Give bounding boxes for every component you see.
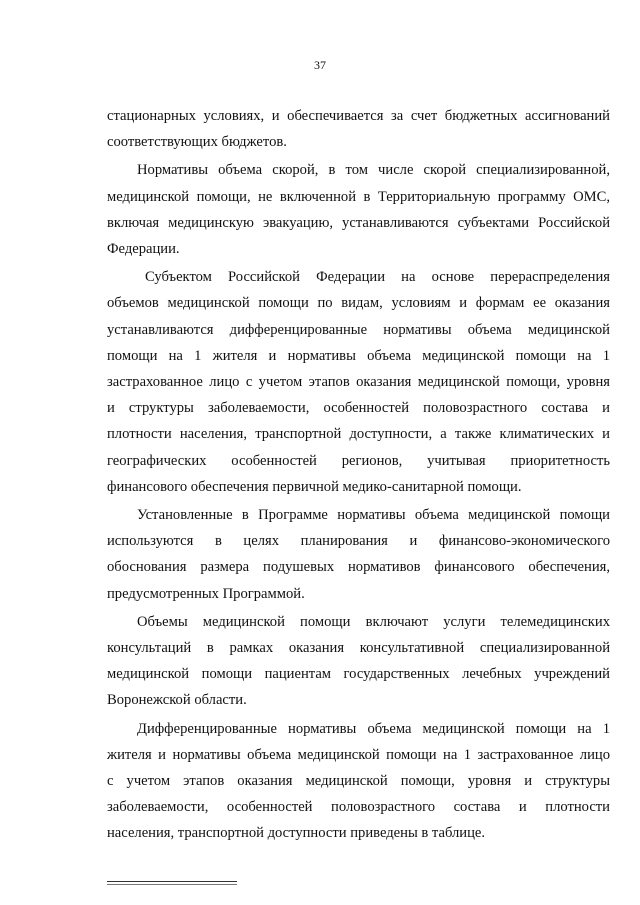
paragraph-ambulance-norms [107, 157, 610, 262]
text-line: географических особенностей регионов, учитывая приоритетность [107, 452, 610, 469]
text-line: и структуры заболеваемости, особенностей половозрастного состава и [107, 400, 610, 417]
text-line: консультаций в рамках оказания консультативной специализированной [107, 640, 610, 657]
text-line: помощи на 1 жителя и нормативы объема медицинской помощи на 1 [107, 347, 610, 364]
text-line: Установленные в Программе нормативы объема медицинской помощи [137, 507, 610, 524]
text-line: Нормативы объема скорой, в том числе скорой специализированной, [137, 162, 610, 179]
paragraph-telemedicine [107, 609, 610, 714]
page-number: 37 [314, 58, 326, 72]
text-line: Субъектом Российской Федерации на основе перераспределения [145, 269, 610, 286]
text-line: заболеваемости, особенностей половозрастного состава и плотности [107, 799, 610, 816]
text-line: предусмотренных Программой. [107, 585, 305, 602]
text-line: жителя и нормативы объема медицинской помощи на 1 застрахованное лицо [107, 746, 610, 763]
text-line: населения, транспортной доступности приведены в таблице. [107, 825, 486, 842]
text-line: обоснования размера подушевых нормативов финансового обеспечения, [107, 559, 610, 576]
text-line: стационарных условиях, и обеспечивается за счет бюджетных ассигнований [107, 108, 610, 124]
paragraph-table-reference [107, 716, 610, 847]
paragraph-continuation [107, 103, 610, 155]
paragraph-program-norms [107, 502, 610, 607]
footer-rule [107, 881, 237, 882]
text-line: медицинской помощи пациентам государственных лечебных учреждений [107, 666, 610, 683]
text-line: используются в целях планирования и финансово-экономического [107, 533, 610, 550]
paragraph-differentiated-norms [107, 264, 610, 500]
text-line: объемов медицинской помощи по видам, условиям и формам ее оказания [107, 295, 610, 312]
text-line: финансового обеспечения первичной медико-санитарной помощи. [107, 478, 522, 495]
text-line: Воронежской области. [107, 692, 247, 709]
text-line: Объемы медицинской помощи включают услуги телемедицинских [137, 613, 610, 630]
text-line: устанавливаются дифференцированные нормативы объема медицинской [107, 321, 610, 338]
text-line: с учетом этапов оказания медицинской помощи, уровня и структуры [107, 773, 610, 790]
text-line: застрахованное лицо с учетом этапов оказания медицинской помощи, уровня [107, 374, 610, 391]
text-line: плотности населения, транспортной доступности, а также климатических и [107, 426, 610, 443]
text-line: соответствующих бюджетов. [107, 134, 287, 151]
text-line: медицинской помощи, не включенной в Территориальную программу ОМС, [107, 188, 610, 205]
text-line: Федерации. [107, 241, 180, 258]
footer-rule [107, 884, 237, 885]
document-body [107, 103, 610, 847]
text-line: включая медицинскую эвакуацию, устанавливаются субъектами Российской [107, 214, 610, 231]
text-line: Дифференцированные нормативы объема медицинской помощи на 1 [137, 720, 610, 737]
